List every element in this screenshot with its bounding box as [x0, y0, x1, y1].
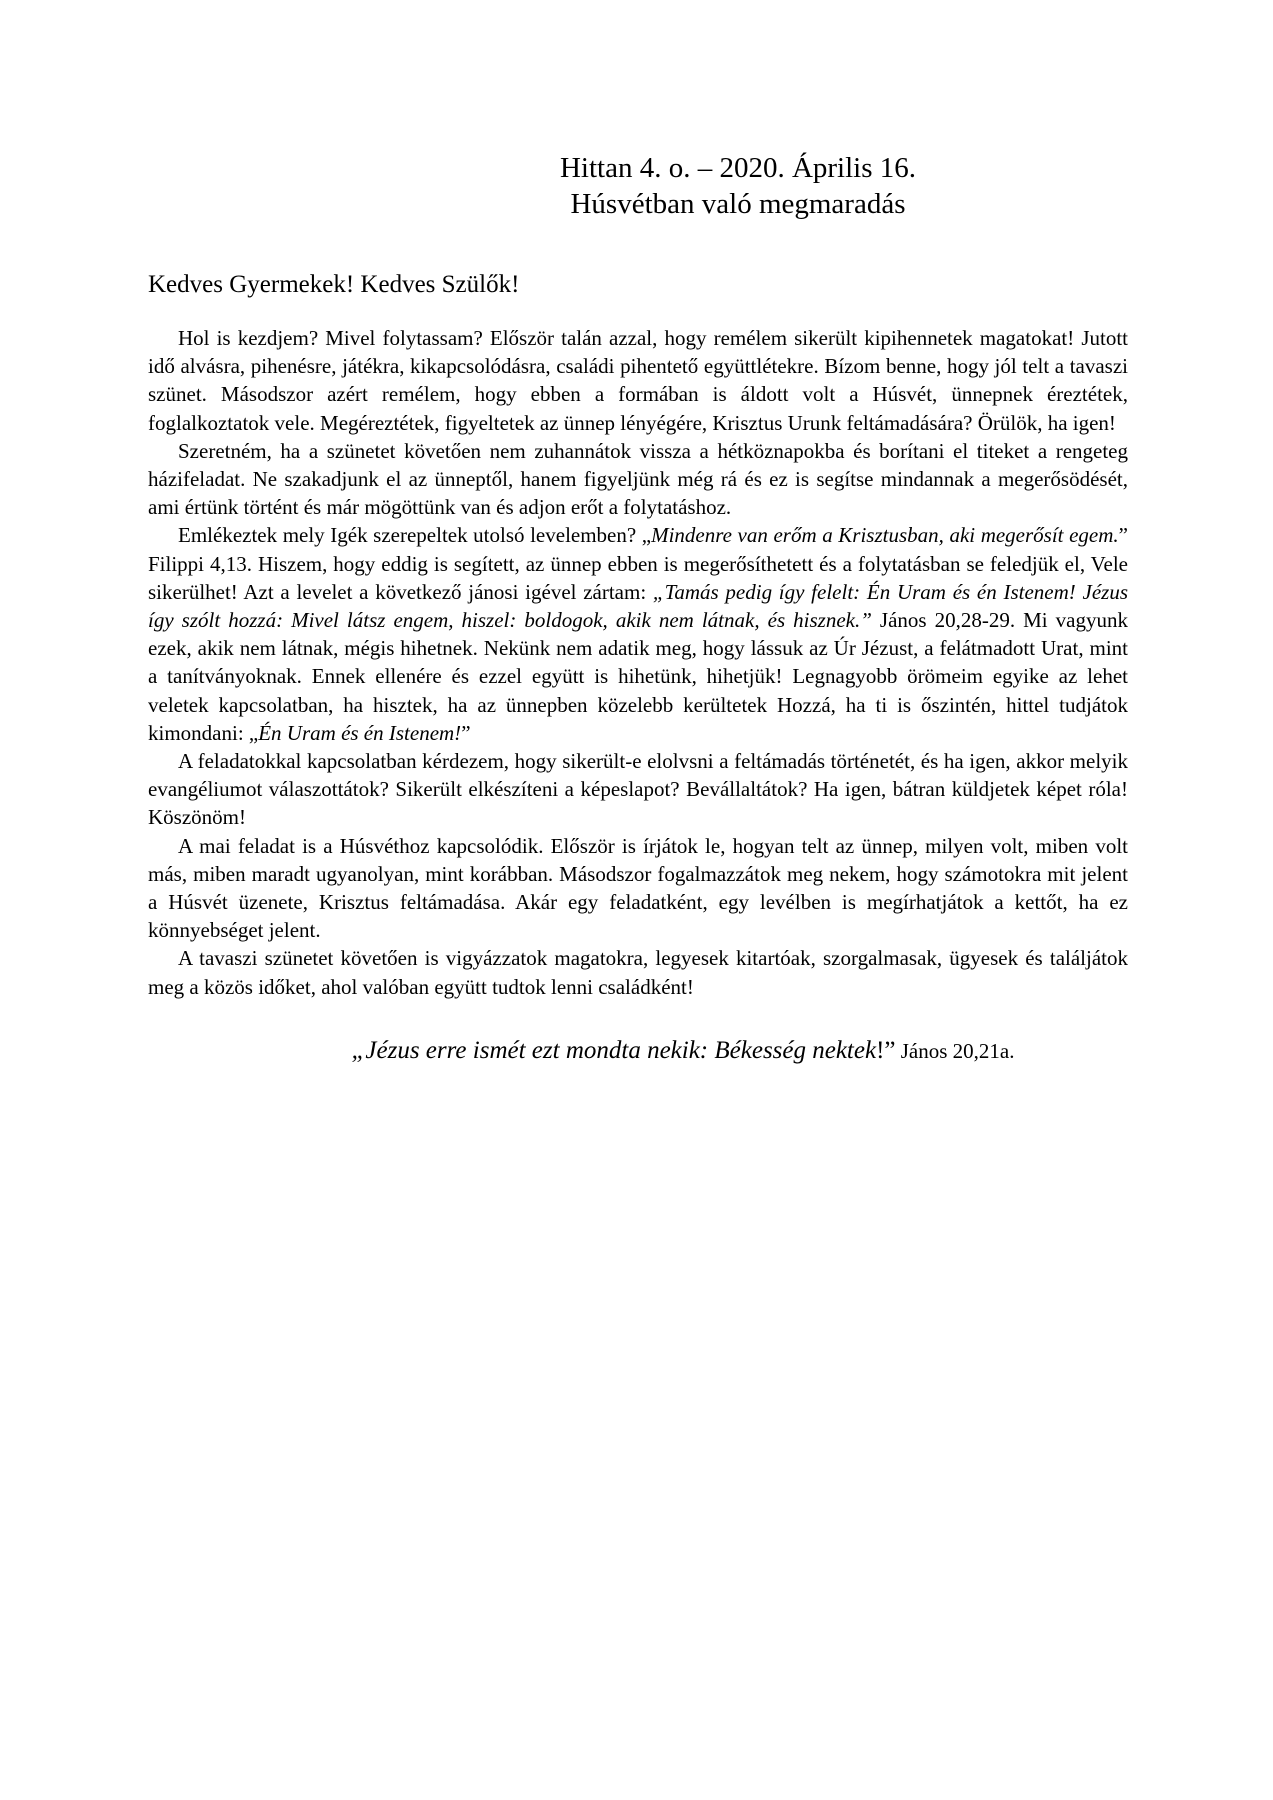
- paragraph: [148, 832, 1128, 945]
- paragraph-text: János 20,28-29. Mi vagyunk ezek, akik nem látnak, mégis hihetnek. Nekünk nem adatik meg, hogy lássuk az Úr Jézust, a felátmadott Urat, mint a tanítványoknak. Ennek ellenére és ezzel együtt is hihetünk, hihetjük! Legnagyobb örömeim egyike az lehet veletek kapcsolatban, ha hisztek, ha az ünnepben közelebb kerültetek Hozzá, ha ti is őszintén, hittel tudjátok kimondani: „: [148, 608, 1128, 745]
- paragraph-text: Szeretném, ha a szünetet követően nem zuhannátok vissza a hétköznapokba és borítani el titeket a rengeteg házifeladat. Ne szakadjunk el az ünneptől, hanem figyeljünk még rá és ez is segítse mindannak a megerősödését, ami értünk történt és már mögöttünk van és adjon erőt a folytatáshoz.: [148, 438, 1128, 520]
- letter-body: [148, 324, 1128, 1001]
- paragraph-text: A tavaszi szünetet követően is vigyázzatok magatokra, legyesek kitartóak, szorgalmasak, ügyesek és találjátok meg a közös időket, ahol valóban együtt tudtok lenni családként!: [148, 946, 1128, 999]
- closing-quote-text: „Jézus erre ismét ezt mondta nekik: Békesség nektek: [351, 1036, 877, 1064]
- paragraph: [148, 944, 1128, 1000]
- paragraph-text: A feladatokkal kapcsolatban kérdezem, hogy sikerült-e elolvsni a feltámadás történetét, és ha igen, akkor melyik evangéliumot válaszottátok? Sikerült elkészíteni a képeslapot? Bevállaltátok? Ha igen, bátran küldjetek képet róla! Köszönöm!: [148, 749, 1128, 830]
- bible-quote-italic: Mindenre van erőm a Krisztusban, aki megerősít egem.: [651, 523, 1119, 548]
- closing-quote-reference: János 20,21a.: [895, 1038, 1015, 1063]
- document-title: [148, 150, 1128, 222]
- document-page: [148, 150, 1128, 1067]
- paragraph-text: Emlékeztek mely Igék szerepeltek utolsó levelemben? „: [178, 523, 652, 548]
- paragraph: [148, 324, 1128, 437]
- paragraph-text: ” Filippi 4,13. Hiszem, hogy eddig is segített, az ünnep ebben is megerősíthetett és a folytatásban se feledjük el, Vele sikerülhet! Azt a levelet a következő jánosi igével zártam:: [148, 523, 1128, 604]
- closing-quote-end: !”: [876, 1036, 896, 1064]
- paragraph: [148, 747, 1128, 832]
- title-line-subject: Húsvétban való megmaradás: [570, 188, 906, 220]
- bible-quote-italic: „Tamás pedig így felelt: Én Uram és én Istenem! Jézus így szólt hozzá: Mivel látsz engem, hiszel: boldogok, akik nem látnak, és hisznek.”: [148, 579, 1128, 633]
- paragraph: [148, 521, 1128, 747]
- title-line-date: Hittan 4. o. – 2020. Április 16.: [559, 152, 917, 184]
- closing-quote: [148, 1035, 1128, 1067]
- paragraph: [148, 437, 1128, 522]
- paragraph-text: ”: [461, 720, 471, 745]
- paragraph-text: Hol is kezdjem? Mivel folytassam? Először talán azzal, hogy remélem sikerült kipihennetek magatokat! Jutott idő alvásra, pihenésre, játékra, kikapcsolódásra, családi pihentető együttlétekre. Bízom benne, hogy jól telt a tavaszi szünet. Másodszor azért remélem, hogy ebben a formában is áldott volt a Húsvét, ünnepnek éreztétek, foglalkoztatok vele. Megéreztétek, figyeltetek az ünnep lényégére, Krisztus Urunk feltámadására? Örülök, ha igen!: [148, 326, 1128, 435]
- greeting: Kedves Gyermekek! Kedves Szülők!: [148, 271, 520, 298]
- bible-quote-italic: Én Uram és én Istenem!: [258, 720, 462, 745]
- paragraph-text: A mai feladat is a Húsvéthoz kapcsolódik. Először is írjátok le, hogyan telt az ünnep, milyen volt, miben volt más, miben maradt ugyanolyan, mint korábban. Másodszor fogalmazzátok meg nekem, hogy számotokra mit jelent a Húsvét üzenete, Krisztus feltámadása. Akár egy feladatként, egy levélben is megírhatjátok a kettőt, ha ez könnyebséget jelent.: [148, 833, 1128, 943]
